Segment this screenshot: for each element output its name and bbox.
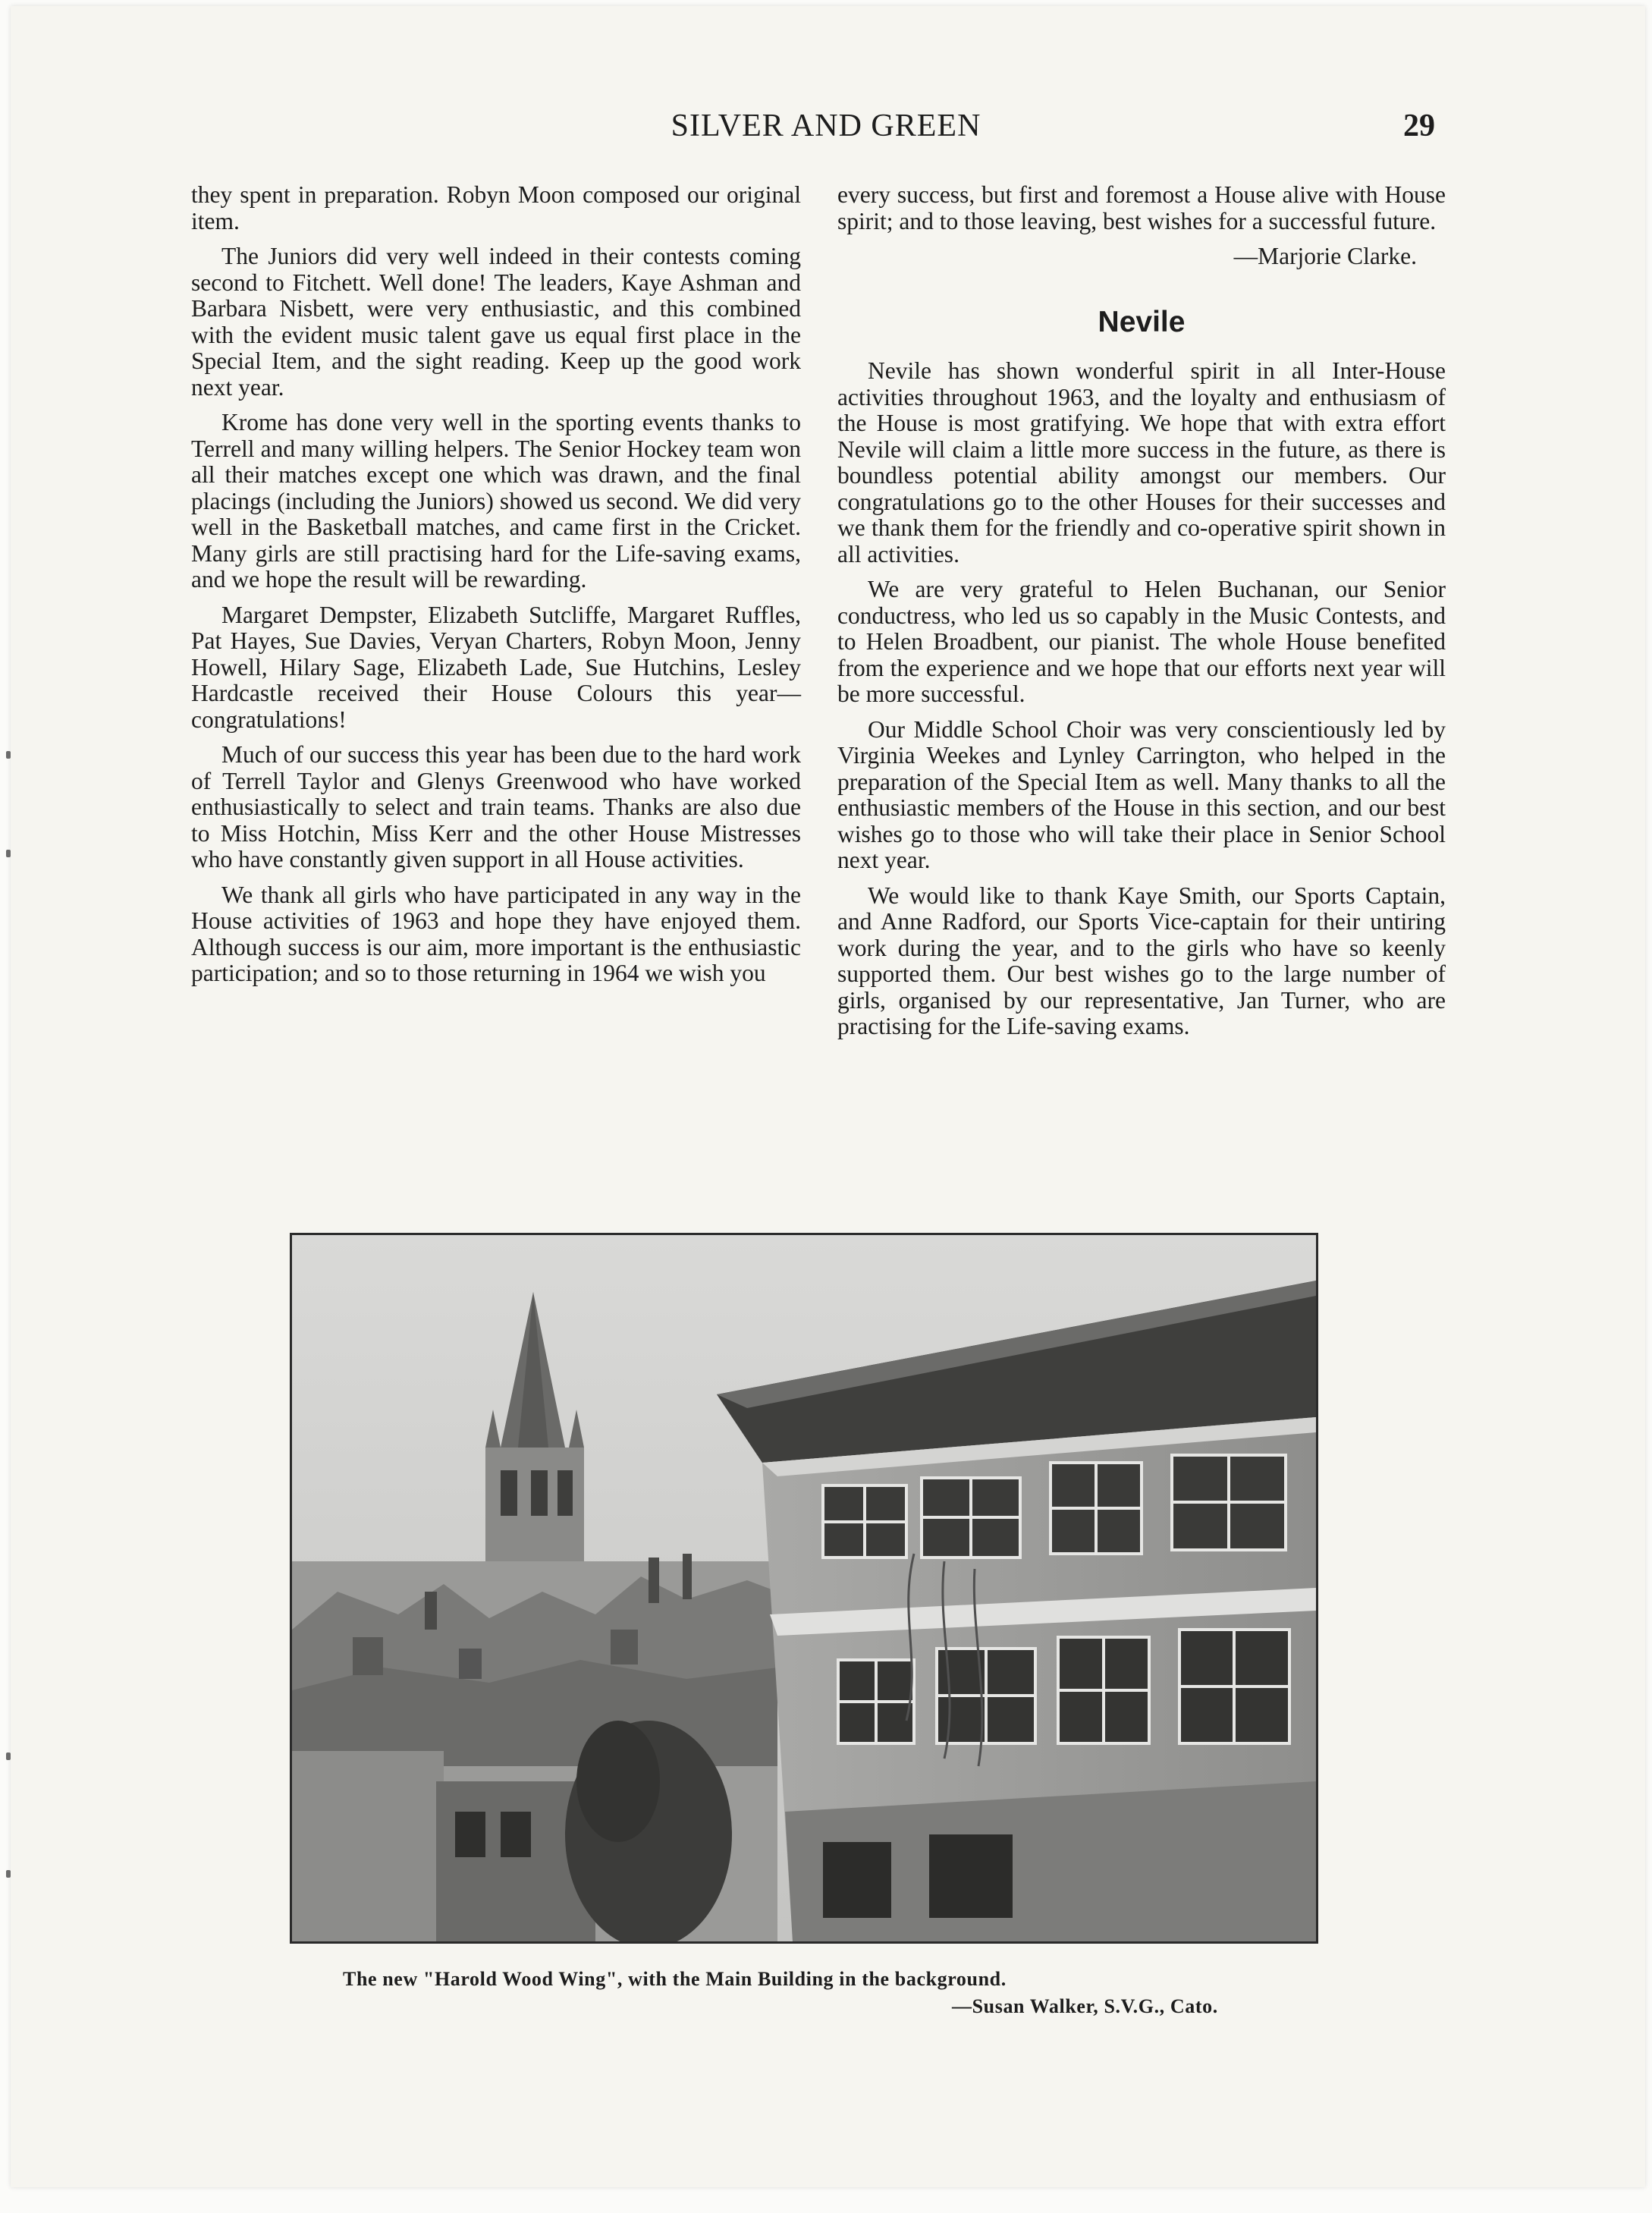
binding-mark [6,1870,11,1878]
right-column [837,182,1446,1049]
paragraph: We thank all girls who have participated in any way in the House activities of 1963 and hope they have enjoyed them. Although success is our aim, more important is the enthusiastic participation; and so to those returning in 1964 we wish you [191,881,801,986]
binding-mark [6,850,11,857]
paragraph: We are very grateful to Helen Buchanan, our Senior conductress, who led us so capably in the Music Contests, and to Helen Broadbent, our pianist. The whole House benefited from the experience and we hope that our efforts next year will be more successful. [837,576,1446,707]
paragraph: every success, but first and foremost a House alive with House spirit; and to those leaving, best wishes for a successful future. [837,181,1446,234]
paragraph: Nevile has shown wonderful spirit in all Inter-House activities throughout 1963, and the loyalty and enthusiasm of the House is most gratifying. We hope that with extra effort Nevile will claim a little more success in the future, as there is boundless potential ability amongst our members. Our congratulations go to the other Houses for their successes and we thank them for the friendly and co-operative spirit shown in all activities. [837,357,1446,567]
paragraph: Much of our success this year has been due to the hard work of Terrell Taylor and Glenys Greenwood who have worked enthusiastically to select and train teams. Thanks are also due to Miss Hotchin, Miss Kerr and the other House Mistresses who have constantly given support in all House activities. [191,741,801,872]
building-photo [290,1233,1318,1944]
paragraph: they spent in preparation. Robyn Moon composed our original item. [191,181,801,234]
author-signature: —Marjorie Clarke. [1233,243,1417,269]
binding-mark [6,751,11,759]
left-column [191,182,801,996]
section-heading: Nevile [1098,305,1186,338]
page-number: 29 [1403,108,1435,143]
paragraph: We would like to thank Kaye Smith, our Sports Captain, and Anne Radford, our Sports Vice-captain for their untiring work during the year, and to the girls who have so keenly supported them. Our best wishes go to the large number of girls, organised by our representative, Jan Turner, who are practising for the Life-saving exams. [837,882,1446,1039]
photo-caption: The new "Harold Wood Wing", with the Main Building in the background. [343,1968,1007,1990]
paragraph: The Juniors did very well indeed in their contests coming second to Fitchett. Well done! The leaders, Kaye Ashman and Barbara Nisbett, were very enthusiastic, and this combined with the evident music talent gave us equal first place in the Special Item, and the sight reading. Keep up the good work next year. [191,243,801,401]
paragraph: Margaret Dempster, Elizabeth Sutcliffe, Margaret Ruffles, Pat Hayes, Sue Davies, Veryan Charters, Robyn Moon, Jenny Howell, Hilary Sage, Elizabeth Lade, Sue Hutchins, Lesley Hardcastle received their House Colours this year—congratulations! [191,601,801,733]
photo-credit: —Susan Walker, S.V.G., Cato. [952,1995,1218,2017]
binding-mark [6,1752,11,1760]
running-header-title: SILVER AND GREEN [671,108,981,143]
paragraph: Krome has done very well in the sporting events thanks to Terrell and many willing helpers. The Senior Hockey team won all their matches except one which was drawn, and the final placings (including the Juniors) showed us second. We did very well in the Basketball matches, and came first in the Cricket. Many girls are still practising hard for the Life-saving exams, and we hope the result will be rewarding. [191,409,801,593]
paragraph: Our Middle School Choir was very conscientiously led by Virginia Weekes and Lynley Carrington, who helped in the preparation of the Special Item as well. Many thanks to all the enthusiastic members of the House in this section, and our best wishes go to those who will take their place in Senior School next year. [837,715,1446,873]
